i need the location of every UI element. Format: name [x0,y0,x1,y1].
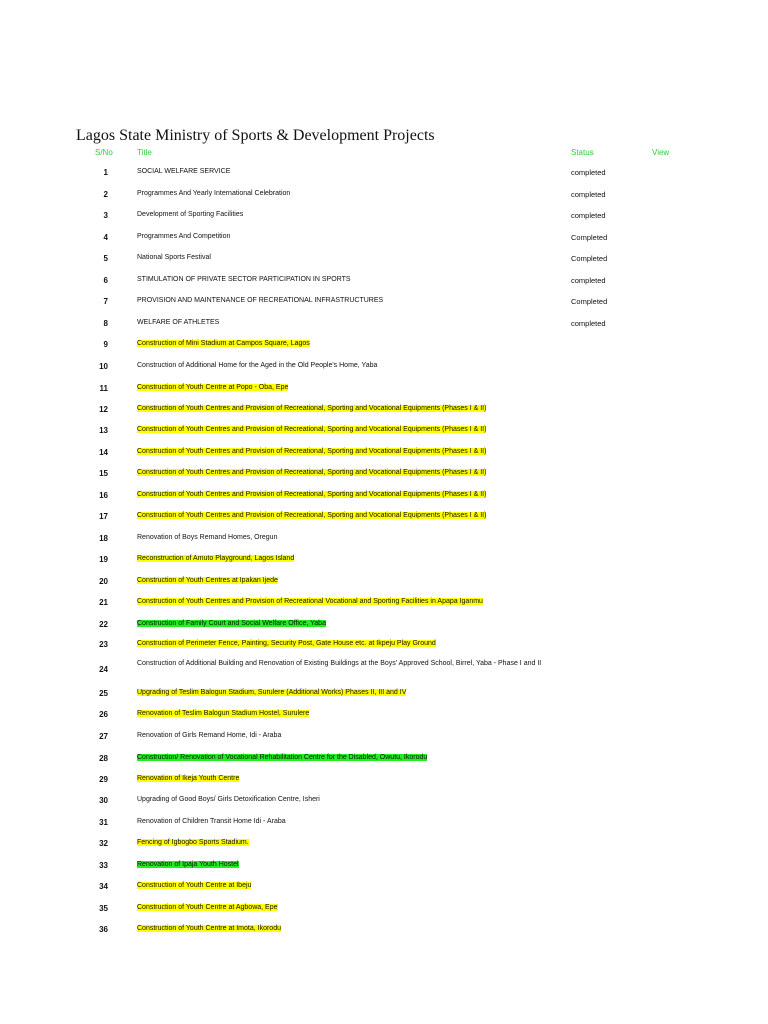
column-header-view: View [652,148,670,157]
row-title: Programmes And Yearly International Celebration [137,190,291,197]
row-sno: 4 [103,233,108,242]
row-sno: 33 [99,861,108,870]
row-sno: 20 [99,577,108,586]
row-sno: 13 [99,426,108,435]
table-row [0,528,768,548]
row-title: SOCIAL WELFARE SERVICE [137,168,231,175]
row-title: Renovation of Teslim Balogun Stadium Hostel, Surulere [137,710,310,717]
row-title: Construction of Youth Centres and Provision of Recreational, Sporting and Vocational Equipments (Phases I & II) [137,469,487,476]
row-title: Construction of Additional Building and Renovation of Existing Buildings at the Boys' Approved School, Birrel, Yaba - Phase I and II [137,660,542,667]
row-status: Completed [571,254,608,263]
table-row [0,162,768,182]
row-title: PROVISION AND MAINTENANCE OF RECREATIONAL INFRASTRUCTURES [137,297,384,304]
row-title: Reconstruction of Amuto Playground, Lagos Island [137,555,295,562]
table-row [0,442,768,462]
table-row [0,634,768,654]
row-title: Construction of Youth Centres and Provision of Recreational Vocational and Sporting Facilities in Apapa Iganmu [137,598,483,605]
table-row [0,571,768,591]
row-title: Programmes And Competition [137,233,231,240]
row-title: Construction of Youth Centre at Imota, Ikorodu [137,925,281,932]
column-header-title: Title [137,148,152,157]
row-status: completed [571,319,606,328]
row-status: completed [571,168,606,177]
row-title: Construction of Additional Home for the Aged in the Old People's Home, Yaba [137,362,378,369]
table-row [0,919,768,939]
row-status: completed [571,211,606,220]
table-row [0,898,768,918]
table-row [0,748,768,768]
table-row [0,334,768,354]
row-sno: 9 [103,340,108,349]
table-row [0,420,768,440]
row-status: Completed [571,233,608,242]
page-title: Lagos State Ministry of Sports & Development Projects [76,127,435,144]
row-title: Fencing of Igbogbo Sports Stadium. [137,839,249,846]
row-title: Construction of Youth Centres and Provision of Recreational, Sporting and Vocational Equipments (Phases I & II) [137,448,487,455]
row-title: Renovation of Girls Remand Home, Idi - Araba [137,732,282,739]
row-status: completed [571,276,606,285]
table-row [0,248,768,268]
row-title: Construction of Youth Centre at Ibeju [137,882,252,889]
row-title: Renovation of Children Transit Home Idi - Araba [137,818,286,825]
table-row [0,549,768,569]
table-row [0,790,768,810]
row-sno: 25 [99,689,108,698]
table-row [0,485,768,505]
table-row [0,463,768,483]
row-sno: 7 [103,297,108,306]
row-sno: 17 [99,512,108,521]
row-status: Completed [571,297,608,306]
row-title: Upgrading of Teslim Balogun Stadium, Surulere (Additional Works) Phases II, III and IV [137,689,407,696]
table-row [0,812,768,832]
column-header-sno: S/No [95,148,113,157]
table-row [0,769,768,789]
row-sno: 28 [99,754,108,763]
table-row [0,506,768,526]
row-sno: 22 [99,620,108,629]
row-sno: 12 [99,405,108,414]
row-title: Construction of Perimeter Fence, Painting, Security Post, Gate House etc. at Ikpeju Play Ground [137,640,436,647]
row-sno: 18 [99,534,108,543]
row-sno: 34 [99,882,108,891]
row-sno: 24 [99,665,108,674]
row-sno: 8 [103,319,108,328]
row-sno: 21 [99,598,108,607]
row-sno: 2 [103,190,108,199]
row-sno: 11 [99,384,108,393]
row-title: Development of Sporting Facilities [137,211,244,218]
row-title: Upgrading of Good Boys/ Girls Detoxification Centre, Isheri [137,796,320,803]
row-title: Construction of Youth Centres and Provision of Recreational, Sporting and Vocational Equipments (Phases I & II) [137,512,487,519]
row-sno: 31 [99,818,108,827]
row-sno: 15 [99,469,108,478]
row-title: Construction of Youth Centre at Popo - Oba, Epe [137,384,289,391]
table-row [0,205,768,225]
table-row [0,656,768,682]
row-sno: 1 [103,168,108,177]
row-title: Construction of Youth Centres and Provision of Recreational, Sporting and Vocational Equipments (Phases I & II) [137,491,487,498]
table-row [0,378,768,398]
table-row [0,313,768,333]
table-row [0,614,768,634]
row-title: Construction of Family Court and Social Welfare Office, Yaba [137,620,326,627]
table-row [0,270,768,290]
row-title: Renovation of Ikeja Youth Centre [137,775,240,782]
row-sno: 19 [99,555,108,564]
row-title: Construction of Youth Centres and Provision of Recreational, Sporting and Vocational Equipments (Phases I & II) [137,405,487,412]
row-title: Construction of Youth Centre at Agbowa, Epe [137,904,278,911]
table-row [0,726,768,746]
row-sno: 26 [99,710,108,719]
row-sno: 3 [103,211,108,220]
row-sno: 10 [99,362,108,371]
row-sno: 14 [99,448,108,457]
table-row [0,184,768,204]
row-sno: 6 [103,276,108,285]
row-title: WELFARE OF ATHLETES [137,319,220,326]
row-sno: 29 [99,775,108,784]
row-title: Renovation of Ipaja Youth Hostel [137,861,239,868]
row-title: STIMULATION OF PRIVATE SECTOR PARTICIPATION IN SPORTS [137,276,351,283]
row-sno: 30 [99,796,108,805]
row-title: Renovation of Boys Remand Homes, Oregun [137,534,278,541]
table-row [0,833,768,853]
row-status: completed [571,190,606,199]
row-sno: 27 [99,732,108,741]
row-title: Construction of Mini Stadium at Campos Square, Lagos [137,340,310,347]
row-sno: 23 [99,640,108,649]
table-row [0,592,768,612]
row-sno: 16 [99,491,108,500]
table-row [0,291,768,311]
table-row [0,704,768,724]
table-row [0,227,768,247]
table-row [0,399,768,419]
row-sno: 32 [99,839,108,848]
table-row [0,356,768,376]
row-title: Construction of Youth Centres at Ipakan Ijede [137,577,278,584]
row-sno: 35 [99,904,108,913]
table-row [0,876,768,896]
table-row [0,683,768,703]
table-row [0,855,768,875]
row-sno: 36 [99,925,108,934]
column-header-status: Status [571,148,594,157]
row-title: Construction of Youth Centres and Provision of Recreational, Sporting and Vocational Equipments (Phases I & II) [137,426,487,433]
row-sno: 5 [103,254,108,263]
row-title: Construction/ Renovation of Vocational Rehabilitation Centre for the Disabled, Owutu, Ikorodu [137,754,428,761]
row-title: National Sports Festival [137,254,211,261]
